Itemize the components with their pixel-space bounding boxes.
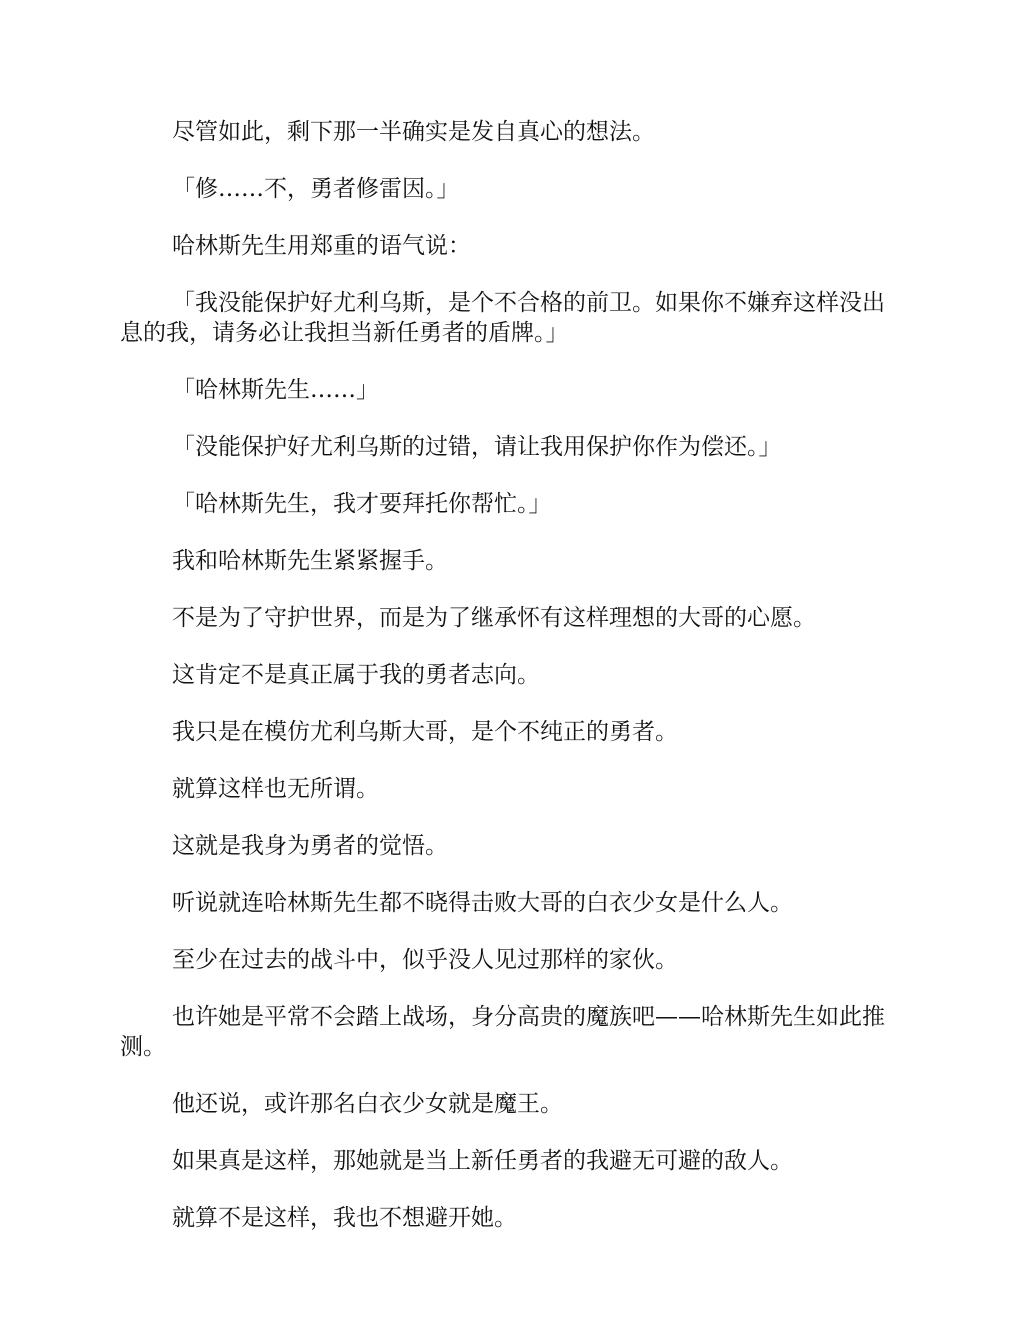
paragraph: 这就是我身为勇者的觉悟。: [172, 833, 448, 859]
paragraph: 「修……不，勇者修雷因。」: [172, 176, 460, 202]
paragraph: 如果真是这样，那她就是当上新任勇者的我避无可避的敌人。: [172, 1148, 793, 1174]
paragraph: 我只是在模仿尤利乌斯大哥，是个不纯正的勇者。: [172, 719, 678, 745]
paragraph: 不是为了守护世界，而是为了继承怀有这样理想的大哥的心愿。: [172, 605, 816, 631]
paragraph: 「没能保护好尤利乌斯的过错，请让我用保护你作为偿还。」: [172, 434, 782, 460]
paragraph: 尽管如此，剩下那一半确实是发自真心的想法。: [172, 119, 655, 145]
paragraph: 也许她是平常不会踏上战场，身分高贵的魔族吧——哈林斯先生如此推测。: [120, 1004, 885, 1060]
paragraph: 「哈林斯先生，我才要拜托你帮忙。」: [172, 491, 552, 517]
paragraph: 我和哈林斯先生紧紧握手。: [172, 548, 448, 574]
paragraph: 哈林斯先生用郑重的语气说：: [172, 233, 471, 259]
document-page: [120, 117, 905, 1260]
paragraph: 听说就连哈林斯先生都不晓得击败大哥的白衣少女是什么人。: [172, 890, 793, 916]
paragraph: 「哈林斯先生……」: [172, 377, 379, 403]
paragraph: 他还说，或许那名白衣少女就是魔王。: [172, 1091, 563, 1117]
paragraph: 至少在过去的战斗中，似乎没人见过那样的家伙。: [172, 947, 678, 973]
paragraph: 就算不是这样，我也不想避开她。: [172, 1205, 517, 1231]
paragraph: 「我没能保护好尤利乌斯，是个不合格的前卫。如果你不嫌弃这样没出息的我，请务必让我担当新任勇者的盾牌。」: [120, 290, 885, 346]
paragraph: 就算这样也无所谓。: [172, 776, 379, 802]
paragraph: 这肯定不是真正属于我的勇者志向。: [172, 662, 540, 688]
